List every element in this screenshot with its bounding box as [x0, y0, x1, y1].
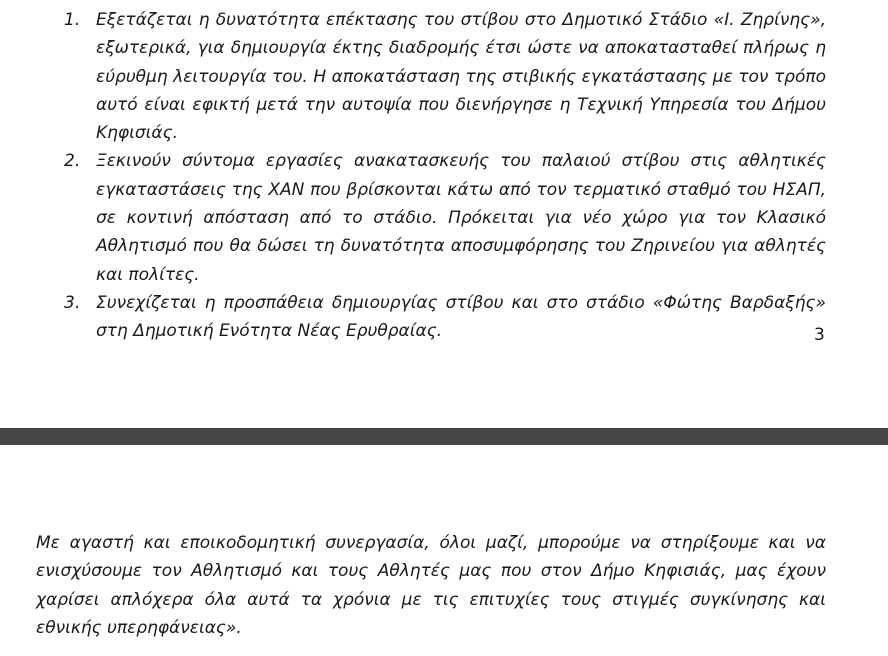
list-item: [0, 289, 888, 346]
list-item-number: 1.: [64, 10, 81, 30]
numbered-list: [0, 6, 888, 346]
page-break-separator: [0, 428, 888, 446]
list-item-number: 2.: [64, 151, 81, 172]
list-item: [0, 6, 888, 147]
list-item-text: Εξετάζεται η δυνατότητα επέκτασης του στίβου στο Δημοτικό Στάδιο «Ι. Ζηρίνης», εξωτερικά, για δημιουργία έκτης διαδρομής έτσι ώστε να αποκατασταθεί πλήρως η εύρυθμη λειτουργία του. Η αποκατάσταση της στιβικής εγκατάστασης με τον τρόπο αυτό είναι εφικτή μετά την αυτοψία που διενήργησε η Τεχνική Υπηρεσία του Δήμου Κηφισιάς.: [96, 10, 826, 144]
list-item: [0, 147, 888, 288]
page-bottom: [0, 445, 888, 656]
page-number: 3: [814, 325, 825, 345]
closing-paragraph: Με αγαστή και εποικοδομητική συνεργασία, όλοι μαζί, μπορούμε να στηρίξουμε και να ενισχύσουμε τον Αθλητισμό και τους Αθλητές μας που στον Δήμο Κηφισιάς, μας έχουν χαρίσει απλόχερα όλα αυτά τα χρόνια με τις επιτυχίες τους στιγμές συγκίνησης και εθνικής υπερηφάνειας».: [36, 533, 826, 638]
list-item-number: 3.: [64, 292, 81, 313]
list-item-text: Συνεχίζεται η προσπάθεια δημιουργίας στίβου και στο στάδιο «Φώτης Βαρδαξής» στη Δημοτική Ενότητα Νέας Ερυθραίας.: [96, 292, 826, 342]
list-item-text: Ξεκινούν σύντομα εργασίες ανακατασκευής του παλαιού στίβου στις αθλητικές εγκαταστάσεις της ΧΑΝ που βρίσκονται κάτω από τον τερματικό σταθμό του ΗΣΑΠ, σε κοντινή απόσταση από το στάδιο. Πρόκειται για νέο χώρο για τον Κλασικό Αθλητισμό που θα δώσει τη δυνατότητα αποσυμφόρησης του Ζηρινείου για αθλητές και πολίτες.: [96, 151, 826, 285]
